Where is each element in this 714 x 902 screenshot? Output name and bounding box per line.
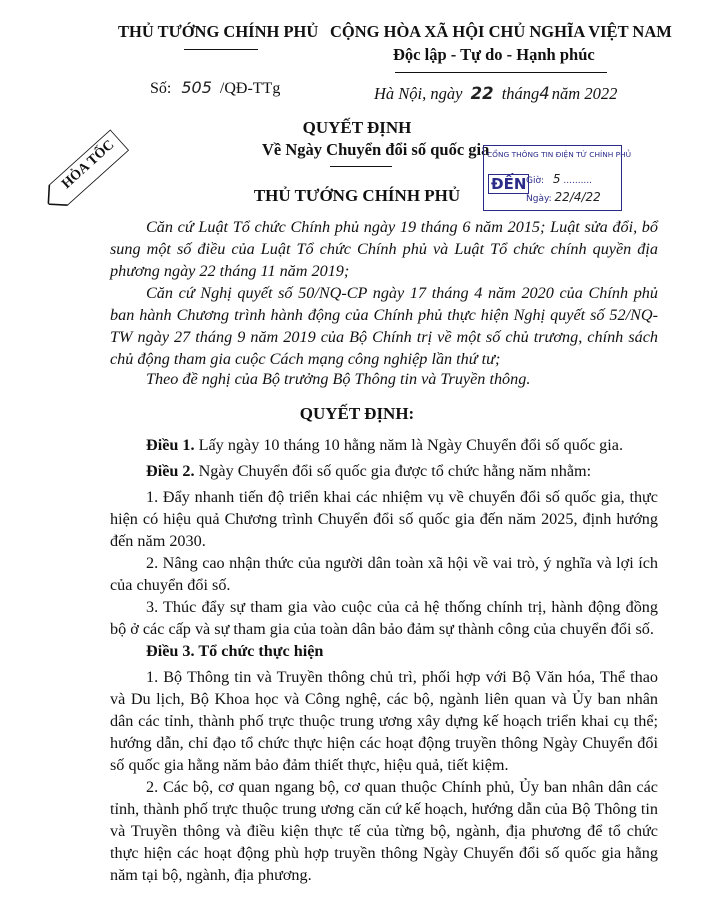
stamp-gio-label: Giờ: — [526, 176, 545, 186]
date-year: năm 2022 — [551, 84, 618, 103]
motto: Độc lập - Tự do - Hạnh phúc — [393, 45, 595, 64]
date-month: 4 — [539, 84, 550, 103]
article-3-item-1: 1. Bộ Thông tin và Truyền thông chủ trì, phối hợp với Bộ Văn hóa, Thể thao và Du lịch, Bộ Khoa học và Công nghệ, các bộ, ngành liên quan và Ủy ban nhân dân các tỉnh, thành phố trực thuộc trung ương xây dựng kế hoạch triển khai cụ thể; hướng dẫn, chỉ đạo tổ chức thực hiện các hoạt động truyền thông Ngày Chuyển đổi số quốc gia hằng năm bảo đảm thiết thực, hiệu quả, tiết kiệm. — [110, 668, 658, 774]
stamp-ngay-value: 22/4/22 — [554, 190, 601, 204]
article-2: Điều 2. Ngày Chuyển đổi số quốc gia được tổ chức hằng năm nhằm: — [146, 462, 592, 480]
article-2-item-1: 1. Đẩy nhanh tiến độ triển khai các nhiệm vụ về chuyển đổi số quốc gia, thực hiện có hiệu quả Chương trình Chuyển đổi số quốc gia đến năm 2025, định hướng đến năm 2030. — [110, 488, 658, 550]
article-3-heading: Điều 3. Tổ chức thực hiện — [146, 642, 324, 660]
stamp-gio: Giờ: 5 .......... — [526, 172, 593, 186]
article-1: Điều 1. Lấy ngày 10 tháng 10 hằng năm là Ngày Chuyển đổi số quốc gia. — [146, 436, 623, 454]
stamp-den: ĐẾN — [488, 174, 529, 194]
preamble-1: Căn cứ Luật Tổ chức Chính phủ ngày 19 tháng 6 năm 2015; Luật sửa đổi, bổ sung một số điều của Luật Tổ chức Chính phủ và Luật Tổ chức chính quyền địa phương ngày 22 tháng 11 năm 2019; — [110, 218, 658, 280]
hoa-toc-label: HỎA TỐC — [59, 137, 118, 193]
document-subject: Về Ngày Chuyển đổi số quốc gia — [262, 140, 490, 159]
number-prefix: Số: — [150, 80, 172, 97]
document-number — [150, 78, 280, 98]
stamp-org: CỔNG THÔNG TIN ĐIỆN TỬ CHÍNH PHỦ — [487, 150, 632, 159]
date-day: 22 — [470, 84, 494, 103]
date-mid: tháng — [501, 84, 540, 103]
stamp-ngay — [526, 190, 601, 204]
number-value: 505 — [181, 78, 212, 97]
issuer-title: THỦ TƯỚNG CHÍNH PHỦ — [253, 186, 461, 205]
stamp-ngay-label: Ngày: — [526, 194, 552, 204]
country-name: CỘNG HÒA XÃ HỘI CHỦ NGHĨA VIỆT NAM — [330, 22, 672, 41]
article-3-item-2: 2. Các bộ, cơ quan ngang bộ, cơ quan thuộc Chính phủ, Ủy ban nhân dân các tỉnh, thành phố trực thuộc trung ương căn cứ kế hoạch, hướng dẫn của Bộ Thông tin và Truyền thông và điều kiện thực tế của từng bộ, ngành, địa phương để tổ chức thực hiện các hoạt động phù hợp truyền thông Ngày Chuyển đổi số quốc gia hằng năm tại bộ, ngành, địa phương. — [110, 778, 658, 884]
motto-underline — [395, 72, 607, 73]
agency-underline — [184, 49, 258, 50]
received-stamp — [483, 145, 632, 211]
issue-date — [374, 84, 617, 104]
number-suffix: /QĐ-TTg — [219, 80, 281, 97]
date-prefix: Hà Nội, ngày — [374, 84, 463, 103]
decision-heading: QUYẾT ĐỊNH: — [299, 404, 415, 423]
preamble-3: Theo đề nghị của Bộ trưởng Bộ Thông tin và Truyền thông. — [146, 370, 531, 388]
preamble-2: Căn cứ Nghị quyết số 50/NQ-CP ngày 17 tháng 4 năm 2020 của Chính phủ ban hành Chương trình hành động của Chính phủ thực hiện Nghị quyết số 52/NQ-TW ngày 27 tháng 9 năm 2019 của Bộ Chính trị về một số chủ trương, chính sách chủ động tham gia cuộc Cách mạng công nghiệp lần thứ tư; — [110, 284, 658, 368]
subject-underline — [330, 166, 392, 167]
article-2-item-2: 2. Nâng cao nhận thức của người dân toàn xã hội về vai trò, ý nghĩa và lợi ích của chuyển đổi số. — [110, 554, 658, 594]
stamp-gio-value: 5 — [552, 172, 561, 186]
agency-name: THỦ TƯỚNG CHÍNH PHỦ — [118, 22, 319, 41]
article-2-item-3: 3. Thúc đẩy sự tham gia vào cuộc của cả hệ thống chính trị, hành động đồng bộ ở các cấp và sự tham gia của toàn dân bảo đảm sự thành công của chuyển đổi số. — [110, 598, 658, 638]
document-title: QUYẾT ĐỊNH — [302, 118, 412, 137]
